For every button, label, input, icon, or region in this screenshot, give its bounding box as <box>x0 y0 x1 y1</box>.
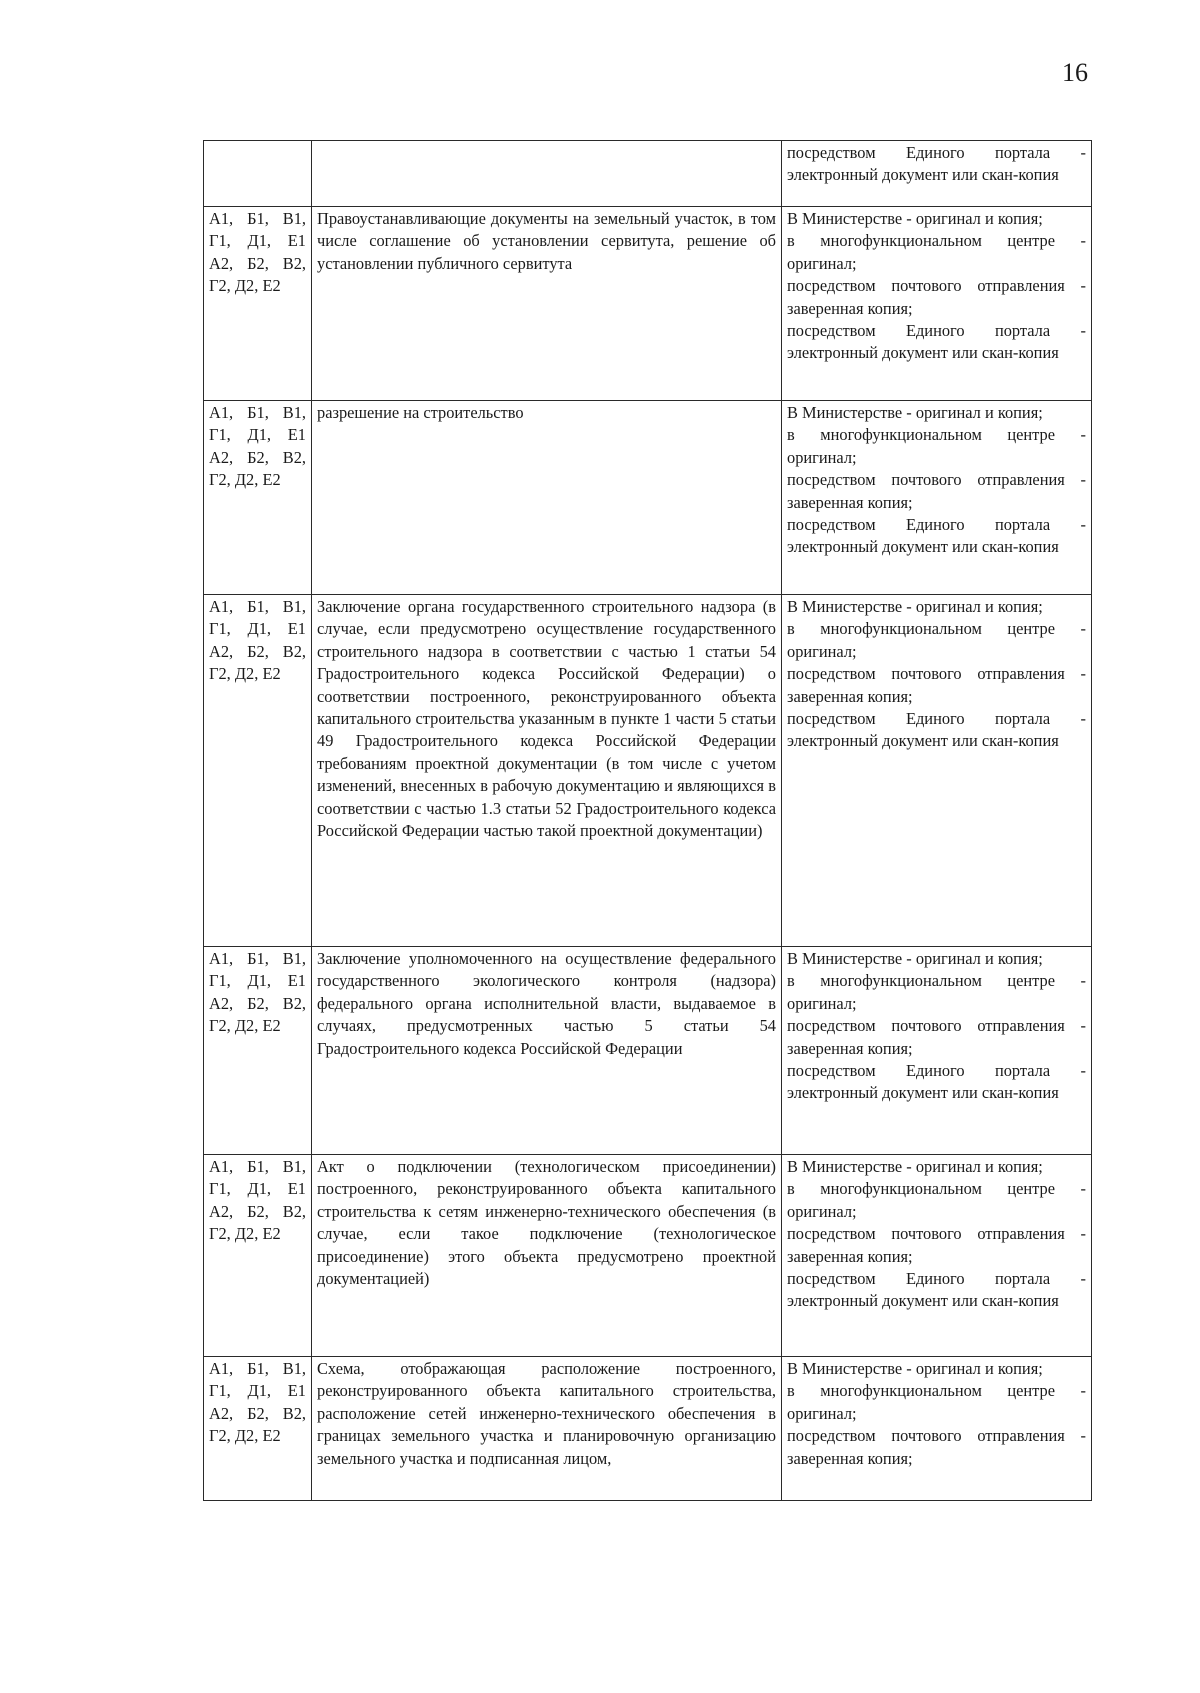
submission-method-line: В Министерстве - оригинал и копия; <box>787 209 1043 228</box>
submission-method-line: В Министерстве - оригинал и копия; <box>787 1157 1043 1176</box>
document-name-cell: Правоустанавливающие документы на земельный участок, в том числе соглашение об установлении сервитута, решение об установлении публичного сервитута <box>312 207 782 401</box>
page-number: 16 <box>1062 58 1088 87</box>
submission-method-cell <box>782 1357 1092 1501</box>
document-name-cell: Акт о подключении (технологическом присоединении) построенного, реконструированного объекта капитального строительства к сетям инженерно-технического обеспечения (в случае, если такое подключение (технологическое присоединение) этого объекта предусмотрено проектной документацией) <box>312 1155 782 1357</box>
submission-method-line: в многофункциональном центре - оригинал; <box>787 619 1086 661</box>
submission-method-line: в многофункциональном центре - оригинал; <box>787 1179 1086 1221</box>
submission-method-line: посредством почтового отправления - заверенная копия; <box>787 1426 1086 1468</box>
submission-method-cell <box>782 207 1092 401</box>
applicant-codes-cell: А1, Б1, В1, Г1, Д1, Е1 А2, Б2, В2, Г2, Д2, Е2 <box>204 595 312 947</box>
submission-method-line: В Министерстве - оригинал и копия; <box>787 597 1043 616</box>
table-row <box>204 141 1092 207</box>
submission-method-line: В Министерстве - оригинал и копия; <box>787 1359 1043 1378</box>
submission-method-cell <box>782 141 1092 207</box>
document-name-cell: Заключение органа государственного строительного надзора (в случае, если предусмотрено осуществление государственного строительного надзора в соответствии с частью 1 статьи 54 Градостроительного кодекса Российской Федерации) о соответствии построенного, реконструированного объекта капитального строительства указанным в пункте 1 части 5 статьи 49 Градостроительного кодекса Российской Федерации требованиям проектной документации (в том числе с учетом изменений, внесенных в рабочую документацию и являющихся в соответствии с частью 1.3 статьи 52 Градостроительного кодекса Российской Федерации частью такой проектной документации) <box>312 595 782 947</box>
applicant-codes-cell: А1, Б1, В1, Г1, Д1, Е1 А2, Б2, В2, Г2, Д2, Е2 <box>204 207 312 401</box>
applicant-codes-cell: А1, Б1, В1, Г1, Д1, Е1 А2, Б2, В2, Г2, Д2, Е2 <box>204 947 312 1155</box>
table-row <box>204 1357 1092 1501</box>
submission-method-line: посредством Единого портала - электронный документ или скан-копия <box>787 1269 1086 1311</box>
submission-method-cell <box>782 401 1092 595</box>
document-name-cell <box>312 141 782 207</box>
applicant-codes-cell: А1, Б1, В1, Г1, Д1, Е1 А2, Б2, В2, Г2, Д2, Е2 <box>204 1155 312 1357</box>
submission-method-line: В Министерстве - оригинал и копия; <box>787 949 1043 968</box>
submission-method-line: посредством Единого портала - электронный документ или скан-копия <box>787 709 1086 751</box>
table-row <box>204 401 1092 595</box>
submission-method-line: посредством почтового отправления - заверенная копия; <box>787 1224 1086 1266</box>
submission-method-line: посредством Единого портала - электронный документ или скан-копия <box>787 321 1086 363</box>
submission-method-line: в многофункциональном центре - оригинал; <box>787 1381 1086 1423</box>
submission-method-line: в многофункциональном центре - оригинал; <box>787 971 1086 1013</box>
submission-method-line: посредством почтового отправления - заверенная копия; <box>787 1016 1086 1058</box>
documents-table <box>203 140 1092 1501</box>
submission-method-cell <box>782 595 1092 947</box>
submission-method-line: в многофункциональном центре - оригинал; <box>787 231 1086 273</box>
document-name-cell: Заключение уполномоченного на осуществление федерального государственного экологического контроля (надзора) федерального органа исполнительной власти, выдаваемое в случаях, предусмотренных частью 5 статьи 54 Градостроительного кодекса Российской Федерации <box>312 947 782 1155</box>
table-row <box>204 947 1092 1155</box>
document-name-cell: разрешение на строительство <box>312 401 782 595</box>
submission-method-line: посредством почтового отправления - заверенная копия; <box>787 276 1086 318</box>
submission-method-cell <box>782 1155 1092 1357</box>
table-row <box>204 1155 1092 1357</box>
submission-method-cell <box>782 947 1092 1155</box>
submission-method-line: в многофункциональном центре - оригинал; <box>787 425 1086 467</box>
submission-method-line: В Министерстве - оригинал и копия; <box>787 403 1043 422</box>
submission-method-line: посредством Единого портала - электронный документ или скан-копия <box>787 1061 1086 1103</box>
submission-method-line: посредством почтового отправления - заверенная копия; <box>787 664 1086 706</box>
submission-method-line: посредством почтового отправления - заверенная копия; <box>787 470 1086 512</box>
applicant-codes-cell: А1, Б1, В1, Г1, Д1, Е1 А2, Б2, В2, Г2, Д2, Е2 <box>204 1357 312 1501</box>
document-name-cell: Схема, отображающая расположение построенного, реконструированного объекта капитального строительства, расположение сетей инженерно-технического обеспечения в границах земельного участка и планировочную организацию земельного участка и подписанная лицом, <box>312 1357 782 1501</box>
submission-method-line: посредством Единого портала - электронный документ или скан-копия <box>787 515 1086 557</box>
table-row <box>204 595 1092 947</box>
submission-method-line: посредством Единого портала - электронный документ или скан-копия <box>787 143 1086 185</box>
table-row <box>204 207 1092 401</box>
applicant-codes-cell: А1, Б1, В1, Г1, Д1, Е1 А2, Б2, В2, Г2, Д2, Е2 <box>204 401 312 595</box>
applicant-codes-cell <box>204 141 312 207</box>
